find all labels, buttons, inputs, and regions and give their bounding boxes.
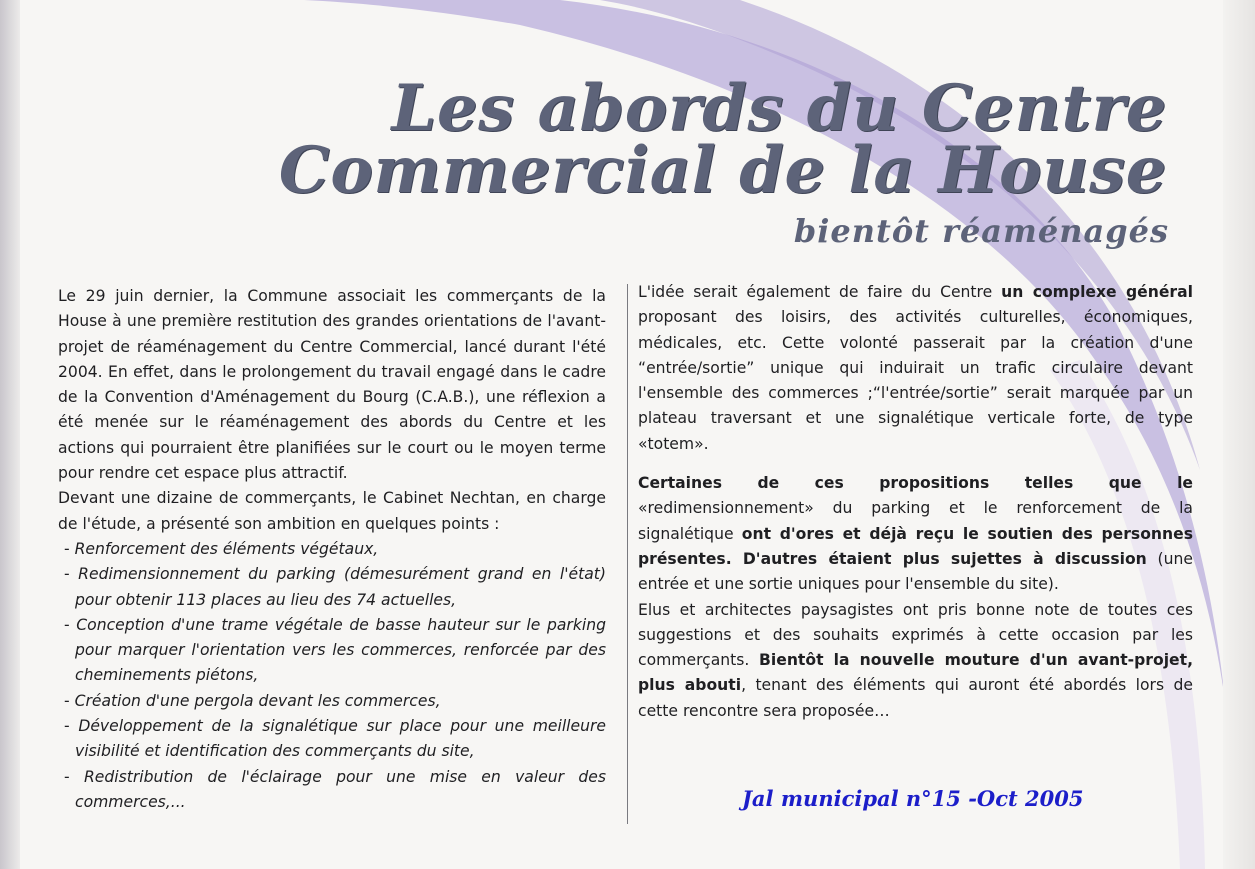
text-run: (une entrée et une sortie uniques pour l'ensemble du site).	[638, 549, 1193, 594]
bold-text-run: ont d'ores et déjà reçu le soutien des personnes présentes. D'autres étaient plus sujettes à discussion	[638, 524, 1193, 568]
right-column	[638, 280, 1193, 724]
text-run: «redimensionnement» du parking et le renforcement de la signalétique	[638, 499, 1193, 543]
list-item: - Développement de la signalétique sur place pour une meilleure visibilité et identification des commerçants du site,	[58, 714, 606, 765]
text-run: Elus et architectes paysagistes ont pris bonne note de toutes ces suggestions et des souhaits exprimés à cette occasion par les commerçants.	[638, 600, 1193, 670]
source-annotation: Jal municipal n°15 -Oct 2005	[742, 786, 1084, 811]
ambition-list	[58, 537, 606, 815]
column-divider	[627, 284, 628, 824]
complex-paragraph	[638, 280, 1193, 457]
bold-text-run: Bientôt la nouvelle mouture d'un avant-projet, plus abouti	[638, 651, 1194, 695]
article-title	[278, 71, 1167, 208]
text-run: L'idée serait également de faire du Centre	[638, 283, 1002, 301]
article-subtitle: bientôt réaménagés	[793, 212, 1169, 250]
list-item: - Redistribution de l'éclairage pour une mise en valeur des commerces,...	[58, 765, 606, 816]
proposals-paragraph	[638, 471, 1193, 597]
list-item: - Création d'une pergola devant les commerces,	[58, 689, 606, 714]
title-line-1: Les abords du Centre	[391, 71, 1167, 146]
text-run: , tenant des éléments qui auront été abordés lors de cette rencontre sera proposée…	[638, 676, 1193, 720]
left-column	[58, 284, 606, 815]
presentation-paragraph: Devant une dizaine de commerçants, le Cabinet Nechtan, en charge de l'étude, a présenté son ambition en quelques points :	[58, 489, 606, 533]
title-line-2: Commercial de la House	[278, 133, 1167, 208]
page-binding-edge	[0, 0, 20, 869]
intro-paragraph: Le 29 juin dernier, la Commune associait les commerçants de la House à une première restitution des grandes orientations de l'avant-projet de réaménagement du Centre Commercial, lancé durant l'été 2004. En effet, dans le prolongement du travail engagé dans le cadre de la Convention d'Aménagement du Bourg (C.A.B.), une réflexion a été menée sur le réaménagement des abords du Centre et les actions qui pourraient être planifiées sur le court ou le moyen terme pour rendre cet espace plus attractif.	[58, 287, 606, 483]
list-item: - Redimensionnement du parking (démesurément grand en l'état) pour obtenir 113 places au lieu des 74 actuelles,	[58, 562, 606, 613]
page-right-edge	[1223, 0, 1255, 869]
bold-text-run: un complexe général	[1001, 283, 1193, 301]
conclusion-paragraph	[638, 598, 1193, 724]
text-run: proposant des loisirs, des activités culturelles, économiques, médicales, etc. Cette volonté passerait par la création d'une “entrée/sortie” unique qui induirait un trafic circulaire devant l'ensemble des commerces ;“l'entrée/sortie” serait marquée par un plateau traversant et une signalétique verticale forte, de type «totem».	[638, 308, 1193, 453]
list-item: - Renforcement des éléments végétaux,	[58, 537, 606, 562]
list-item: - Conception d'une trame végétale de basse hauteur sur le parking pour marquer l'orientation vers les commerces, renforcée par des cheminements piétons,	[58, 613, 606, 689]
bold-text-run: Certaines de ces propositions telles que le	[638, 474, 1193, 493]
